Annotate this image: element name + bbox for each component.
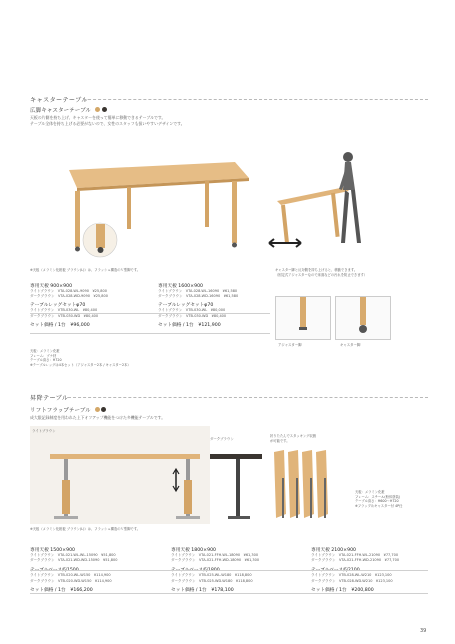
adjuster-detail-box xyxy=(275,296,331,340)
light-brown-label: ライトブラウン xyxy=(32,429,56,433)
page-number: 39 xyxy=(420,628,427,634)
fold-label xyxy=(270,434,316,443)
folded-top xyxy=(316,450,328,518)
set-price: セット価格 / 1台 ¥96,000 xyxy=(30,322,90,328)
table-top xyxy=(50,454,200,459)
spec-row: ダークブラウン VTB-030-WD ¥80,400 xyxy=(158,313,227,318)
spec-row: ライトブラウン VTB-028-WL-W210 ¥123,100 xyxy=(311,573,392,578)
spec-title: 専用天板 1500×900 xyxy=(30,548,76,553)
spec-row: ライトブラウン VTB-030-WL ¥80,000 xyxy=(158,308,226,313)
spec-divider xyxy=(30,593,428,594)
spec-row: ダークブラウン VTB-030-WD ¥80,400 xyxy=(30,313,99,318)
image-note: ※天板（メラミン化粧板 ブラウン(L)）は、フラッシュ構造のＶ型脚です。 xyxy=(30,268,141,272)
spec-row: ダークブラウン VTA-028-WD-9090 ¥25,800 xyxy=(30,294,108,299)
tilted-leg xyxy=(281,205,289,243)
set-price: セット価格 / 1台 ¥200,800 xyxy=(311,587,374,593)
note-line: テーブル高さ：H600〜H720 xyxy=(355,499,399,504)
table-foot xyxy=(228,516,250,519)
desc-line: 天板の片側を持ち上げ、キャスターを使って簡単に移動できるテーブルです。 xyxy=(30,115,166,120)
spec-row: ライトブラウン VTA-028-WL-16090 ¥61,580 xyxy=(158,289,238,293)
color-swatch-dark xyxy=(102,107,107,112)
caster-wheel xyxy=(359,325,367,333)
folded-top xyxy=(302,450,314,518)
lift-table-image xyxy=(40,440,210,522)
spec-divider xyxy=(30,570,428,571)
fold-notes xyxy=(355,490,402,508)
set-price: セット価格 / 1台 ¥121,900 xyxy=(158,322,221,328)
product-title-lift xyxy=(30,406,106,414)
note-line: 天板：メラミン化粧 xyxy=(30,349,60,353)
table-leg xyxy=(236,459,240,517)
spec-title: 専用天板 900×900 xyxy=(30,284,73,289)
folded-top xyxy=(288,450,300,518)
leg-detail xyxy=(360,297,366,325)
table-top xyxy=(210,454,262,459)
fold-label-line: が可能です。 xyxy=(270,438,290,443)
spec-row: ライトブラウン VTA-028-WL-9090 ¥25,800 xyxy=(30,289,107,293)
spec-row: ダークブラウン VTB-020-WD-W150 ¥114,900 xyxy=(30,578,112,583)
desc-line: テーブル全体を持ち上げる必要がないので、女性のスタッフも扱いやすいデザインです。 xyxy=(30,121,185,126)
note-line: ※フラップ＆キャスター付 4P仕 xyxy=(355,503,403,508)
section-heading-lift: 昇降テーブル xyxy=(30,395,69,402)
caster-table-image xyxy=(55,150,255,260)
spec-row: ダークブラウン VTB-028-WD-W210 ¥123,100 xyxy=(311,578,393,583)
spec-row: ダークブラウン VTB-025-WD-W180 ¥118,800 xyxy=(171,578,253,583)
spec-row: ダークブラウン VTA-021-FFH-WD-21090 ¥77,700 xyxy=(311,558,400,563)
detail-label-caster: キャスター脚 xyxy=(340,343,361,347)
note-line: フレーム：ブナ材 xyxy=(30,353,57,358)
adjuster-foot xyxy=(299,327,307,330)
color-swatch-light xyxy=(95,407,100,412)
caption-right xyxy=(275,268,367,277)
note-line: ※テーブルレッグは4本セット（アジャスター2本 / キャスター2本） xyxy=(30,362,131,367)
table-foot xyxy=(176,516,200,519)
spec-row: ダークブラウン VTA-028-WD-16090 ¥61,580 xyxy=(158,294,239,299)
color-swatch-dark xyxy=(101,407,106,412)
spec-block xyxy=(30,283,145,328)
spec-divider xyxy=(30,333,270,334)
leg-detail xyxy=(96,224,105,248)
detail-label-adjuster: アジャスター脚 xyxy=(278,343,302,347)
section-divider xyxy=(83,99,428,100)
folded-tables-image xyxy=(268,448,348,523)
caption-line: （固定式アジャスターなので床面などの汚れを防止できます） xyxy=(275,272,368,277)
set-price: セット価格 / 1台 ¥166,200 xyxy=(30,587,93,593)
note-line: 天板：メラミン化粧 xyxy=(355,490,385,494)
leg-title: テーブルベース約1800 xyxy=(171,568,220,574)
product-title-caster xyxy=(30,106,107,114)
spec-row: ライトブラウン VTB-025-WL-W180 ¥118,800 xyxy=(171,573,252,578)
set-price: セット価格 / 1台 ¥178,100 xyxy=(171,587,234,593)
table-leg xyxy=(205,181,209,227)
product-name: リフトフラップテーブル xyxy=(30,408,91,414)
caster-wheel xyxy=(75,247,80,252)
spec-row: ライトブラウン VTA-021-FFH-WL-18090 ¥61,300 xyxy=(171,553,259,557)
caption-line: キャスター脚と反対側を持ち上げると、移動できます。 xyxy=(275,268,358,272)
table-leg xyxy=(232,181,237,243)
folded-leg xyxy=(324,478,326,518)
caster-wheel xyxy=(232,243,237,248)
image-note: ※天板（メラミン化粧板 ブラウン(L)）は、フラッシュ構造のＶ型脚です。 xyxy=(30,527,141,531)
person-head xyxy=(343,152,353,162)
leg-title: テーブルレッグセットφ70 xyxy=(30,303,86,309)
color-swatch-light xyxy=(95,107,100,112)
tilted-table-top xyxy=(277,187,349,205)
product-description: 成大限記録制度を用われた上下オフアップ機能をつけた多機能テーブルです。 xyxy=(30,415,166,420)
product-description xyxy=(30,115,290,127)
folded-leg xyxy=(282,478,284,518)
spec-divider xyxy=(30,313,270,314)
folded-top xyxy=(274,450,286,518)
leg-title: テーブルレッグセットφ70 xyxy=(158,303,214,309)
spec-notes xyxy=(30,349,131,367)
tilted-leg xyxy=(331,193,340,237)
dark-table-image xyxy=(210,444,265,524)
caster-detail xyxy=(98,247,104,253)
spec-row: ライトブラウン VTA-021-WL-WL-15090 ¥51,800 xyxy=(30,553,116,557)
spec-row: ライトブラウン VTB-030-WL ¥80,400 xyxy=(30,308,98,313)
leg-title: テーブルベース約1500 xyxy=(30,568,79,574)
fold-label-line: 折りたたんでスタッキング収納 xyxy=(270,434,317,438)
leg-cover xyxy=(62,480,70,514)
caster-detail-box xyxy=(335,296,391,340)
folded-leg xyxy=(296,478,298,518)
table-leg xyxy=(75,191,80,247)
table-leg xyxy=(127,187,131,229)
dark-brown-label: ダークブラウン xyxy=(210,437,234,441)
spec-row: ライトブラウン VTB-020-WL-W150 ¥114,900 xyxy=(30,573,111,578)
leg-cover xyxy=(184,480,192,514)
spec-row: ダークブラウン VTA-021-WD-WD-15090 ¥51,800 xyxy=(30,558,118,563)
product-name: 広脚キャスターテーブル xyxy=(30,108,92,114)
spec-row: ダークブラウン VTA-021-FFH-WD-18090 ¥61,300 xyxy=(171,558,260,563)
spec-row: ライトブラウン VTA-021-FFH-WL-21090 ¥77,700 xyxy=(311,553,399,557)
spec-title: 専用天板 1800×900 xyxy=(171,548,217,553)
leg-detail xyxy=(300,297,306,327)
table-foot xyxy=(54,516,78,519)
spec-title: 専用天板 2100×900 xyxy=(311,548,357,553)
section-divider xyxy=(68,397,428,398)
note-line: フレーム：スチール(粉体塗装) xyxy=(355,494,401,499)
folded-leg xyxy=(310,478,312,518)
spec-block xyxy=(158,283,273,328)
note-line: テーブル高さ：H720 xyxy=(30,358,62,363)
section-heading-caster: キャスターテーブル xyxy=(30,97,88,104)
spec-title: 専用天板 1600×900 xyxy=(158,284,204,289)
leg-title: テーブルベース約2100 xyxy=(311,568,360,574)
person-legs xyxy=(341,190,361,243)
person-lifting-image xyxy=(265,145,395,255)
